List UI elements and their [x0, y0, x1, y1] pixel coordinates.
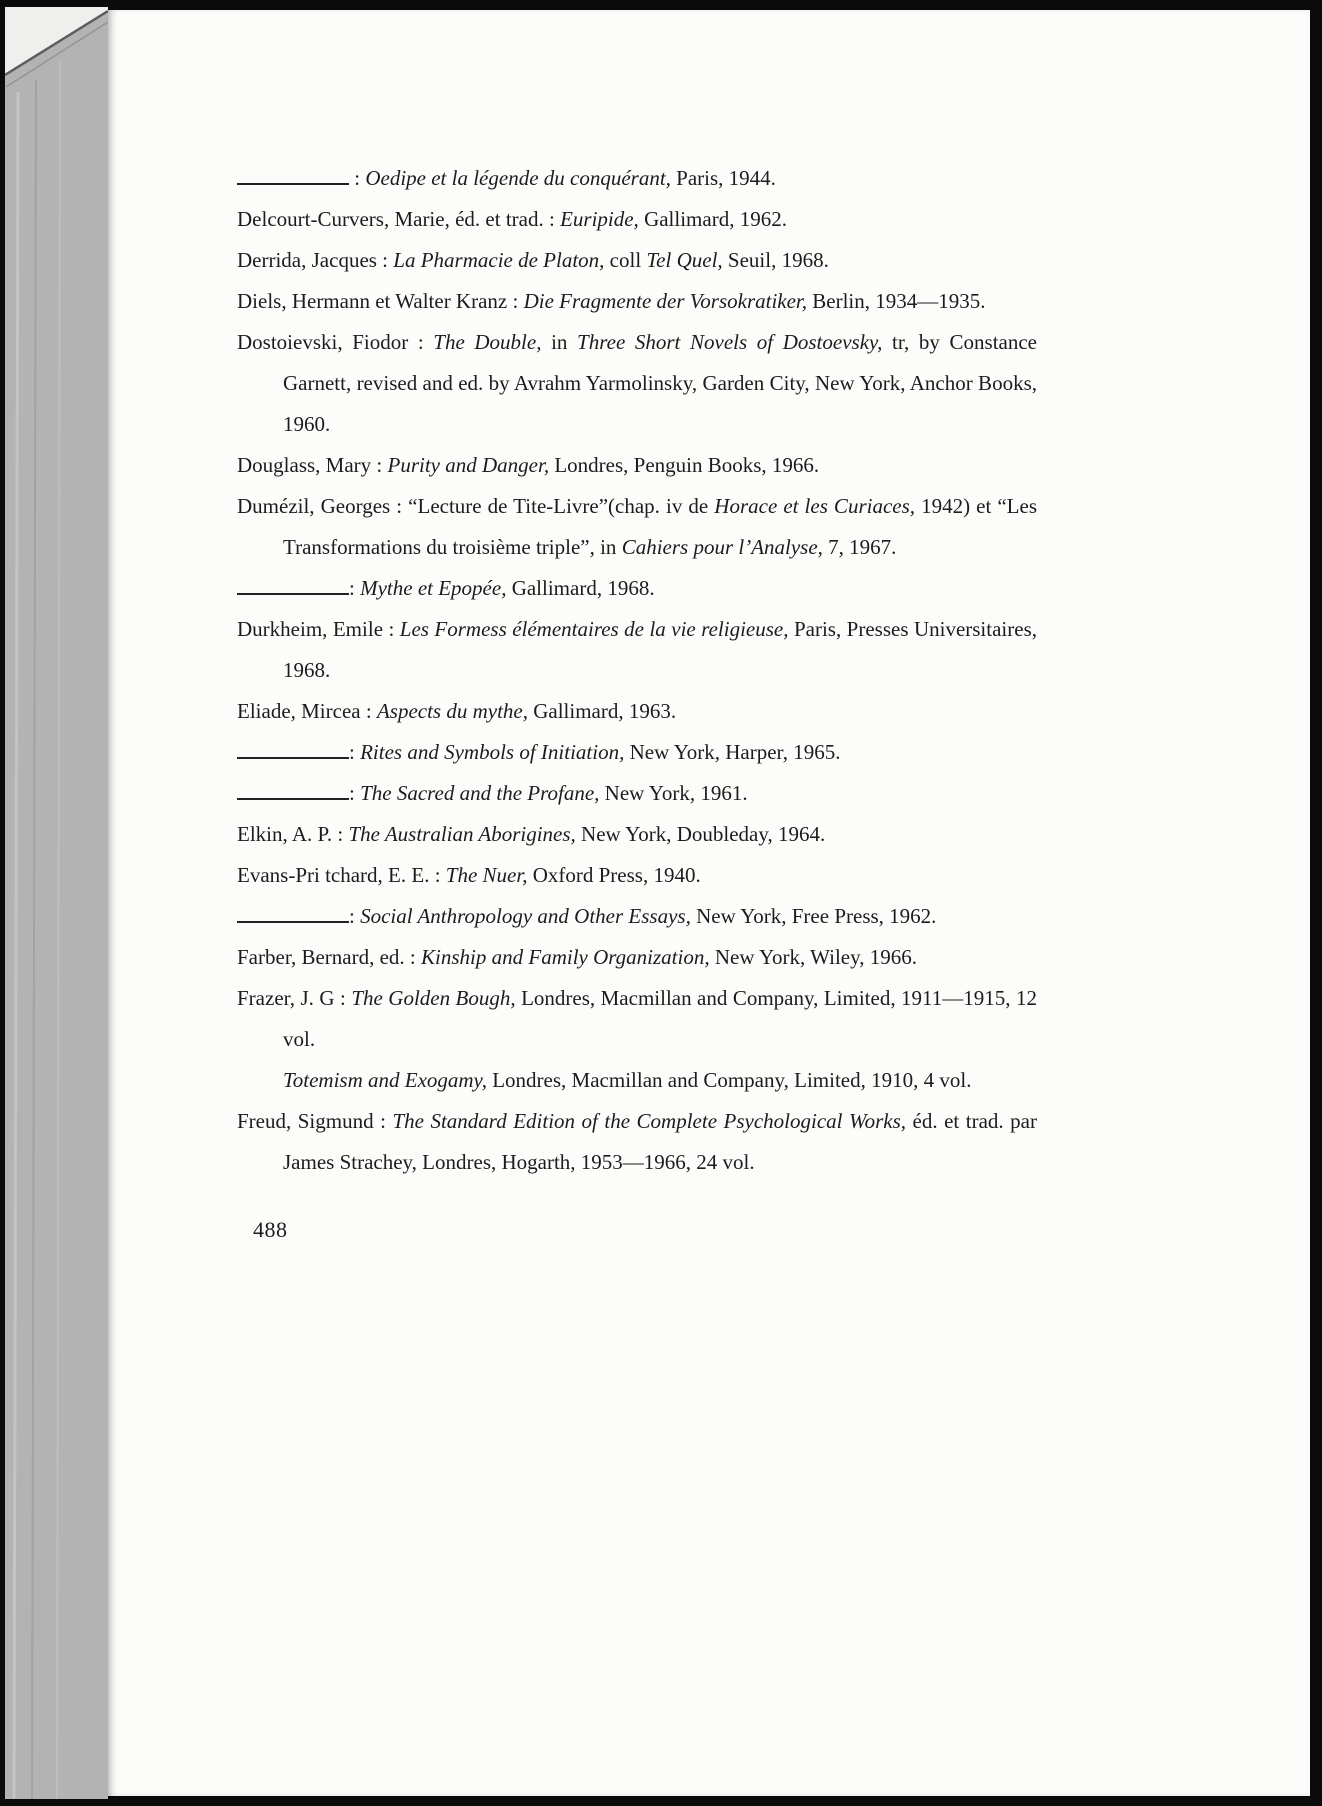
entry-text: Gallimard, 1963.	[527, 699, 677, 723]
blank-author-rule	[237, 798, 349, 800]
work-title-text: Les Formess élémentaires de la vie religieuse,	[399, 617, 789, 641]
bibliography-entry	[237, 568, 1037, 609]
bibliography-entry	[237, 814, 1037, 855]
entry-text: Evans-Pri tchard, E. E. :	[237, 863, 446, 887]
bibliography-entry	[237, 281, 1037, 322]
work-title-text: Purity and Danger,	[387, 453, 550, 477]
entry-text: Freud, Sigmund :	[237, 1109, 393, 1133]
entry-text: Elkin, A. P. :	[237, 822, 349, 846]
work-title-text: The Golden Bough,	[351, 986, 516, 1010]
entry-text: 7, 1967.	[822, 535, 897, 559]
entry-text: New York, Doubleday, 1964.	[575, 822, 826, 846]
entry-text: Berlin, 1934—1935.	[807, 289, 986, 313]
entry-text: Seuil, 1968.	[722, 248, 829, 272]
work-title-text: Totemism and Exogamy,	[283, 1068, 487, 1092]
entry-text: Durkheim, Emile :	[237, 617, 400, 641]
work-title-text: Cahiers pour l’Analyse,	[621, 535, 823, 559]
work-title-text: Mythe et Epopée,	[360, 576, 507, 600]
work-title-text: The Nuer,	[445, 863, 528, 887]
entry-text: Londres, Macmillan and Company, Limited, 1910, 4 vol.	[486, 1068, 972, 1092]
entry-text: Paris, Presses Universitaires, 1968.	[283, 617, 1037, 682]
entry-text: New York, Free Press, 1962.	[690, 904, 937, 928]
entry-text: Dostoievski, Fiodor :	[237, 330, 434, 354]
bibliography-entry	[237, 773, 1037, 814]
entry-text: Diels, Hermann et Walter Kranz :	[237, 289, 524, 313]
work-title-text: Social Anthropology and Other Essays,	[360, 904, 691, 928]
entry-text: Gallimard, 1968.	[506, 576, 655, 600]
bibliography-entry	[237, 486, 1037, 568]
blank-author-rule	[237, 921, 349, 923]
entry-text: New York, 1961.	[599, 781, 748, 805]
entry-text: Paris, 1944.	[670, 166, 776, 190]
entry-text: Londres, Penguin Books, 1966.	[549, 453, 820, 477]
work-title-text: Die Fragmente der Vorsokratiker,	[523, 289, 808, 313]
entry-text: :	[349, 576, 361, 600]
work-title-text: La Pharmacie de Platon,	[393, 248, 605, 272]
entry-text: New York, Harper, 1965.	[624, 740, 841, 764]
page-number: 488	[253, 1217, 288, 1242]
work-title-text: Tel Quel,	[646, 248, 723, 272]
bibliography-entry	[237, 240, 1037, 281]
entry-text: tr, by Constance Garnett, revised and ed. by Avrahm Yarmolinsky, Garden City, New York, Anchor Books, 1960.	[283, 330, 1037, 436]
work-title-text: The Australian Aborigines,	[348, 822, 576, 846]
work-title-text: The Double,	[433, 330, 542, 354]
work-title-text: The Standard Edition of the Complete Psychological Works,	[392, 1109, 906, 1133]
work-title-text: Aspects du mythe,	[376, 699, 528, 723]
bibliography-entry	[237, 158, 1037, 199]
entry-text: Douglass, Mary :	[237, 453, 388, 477]
bibliography-entry	[237, 978, 1037, 1060]
bibliography-entry	[237, 445, 1037, 486]
entry-text: Eliade, Mircea :	[237, 699, 377, 723]
bibliography-entry	[237, 609, 1037, 691]
entry-text: in	[541, 330, 578, 354]
entry-text: Gallimard, 1962.	[638, 207, 787, 231]
entry-text: éd. et trad. par James Strachey, Londres, Hogarth, 1953—1966, 24 vol.	[283, 1109, 1037, 1174]
entry-text: :	[349, 166, 366, 190]
entry-text: Oxford Press, 1940.	[527, 863, 701, 887]
entry-text: 1942) et “Les Transformations du troisième triple”, in	[283, 494, 1037, 559]
work-title-text: Oedipe et la légende du conquérant,	[365, 166, 671, 190]
bibliography-list	[237, 158, 1037, 1183]
entry-text: Londres, Macmillan and Company, Limited, 1911—1915, 12 vol.	[283, 986, 1037, 1051]
bibliography-entry	[237, 1060, 1037, 1101]
bibliography-entry	[237, 691, 1037, 732]
bibliography-entry	[237, 896, 1037, 937]
entry-text: :	[349, 904, 361, 928]
entry-text: coll	[604, 248, 647, 272]
bibliography-entry	[237, 732, 1037, 773]
work-title-text: Euripide,	[560, 207, 639, 231]
bibliography-entry	[237, 855, 1037, 896]
entry-text: Derrida, Jacques :	[237, 248, 394, 272]
entry-text: New York, Wiley, 1966.	[709, 945, 917, 969]
bibliography-entry	[237, 199, 1037, 240]
entry-text: :	[349, 740, 361, 764]
work-title-text: Horace et les Curiaces,	[714, 494, 916, 518]
entry-text: Delcourt-Curvers, Marie, éd. et trad. :	[237, 207, 561, 231]
bibliography-entry	[237, 322, 1037, 445]
work-title-text: Kinship and Family Organization,	[421, 945, 710, 969]
bibliography-entry	[237, 1101, 1037, 1183]
page	[108, 10, 1310, 1796]
entry-text: Frazer, J. G :	[237, 986, 352, 1010]
entry-text: Farber, Bernard, ed. :	[237, 945, 422, 969]
entry-text: :	[349, 781, 361, 805]
bibliography	[237, 158, 1037, 1250]
book-pages-edge	[5, 7, 108, 1799]
work-title-text: The Sacred and the Profane,	[360, 781, 600, 805]
blank-author-rule	[237, 183, 349, 185]
blank-author-rule	[237, 757, 349, 759]
bibliography-entry	[237, 937, 1037, 978]
work-title-text: Three Short Novels of Dostoevsky,	[577, 330, 883, 354]
work-title-text: Rites and Symbols of Initiation,	[360, 740, 625, 764]
blank-author-rule	[237, 593, 349, 595]
entry-text: Dumézil, Georges : “Lecture de Tite-Livre”(chap. iv de	[237, 494, 715, 518]
